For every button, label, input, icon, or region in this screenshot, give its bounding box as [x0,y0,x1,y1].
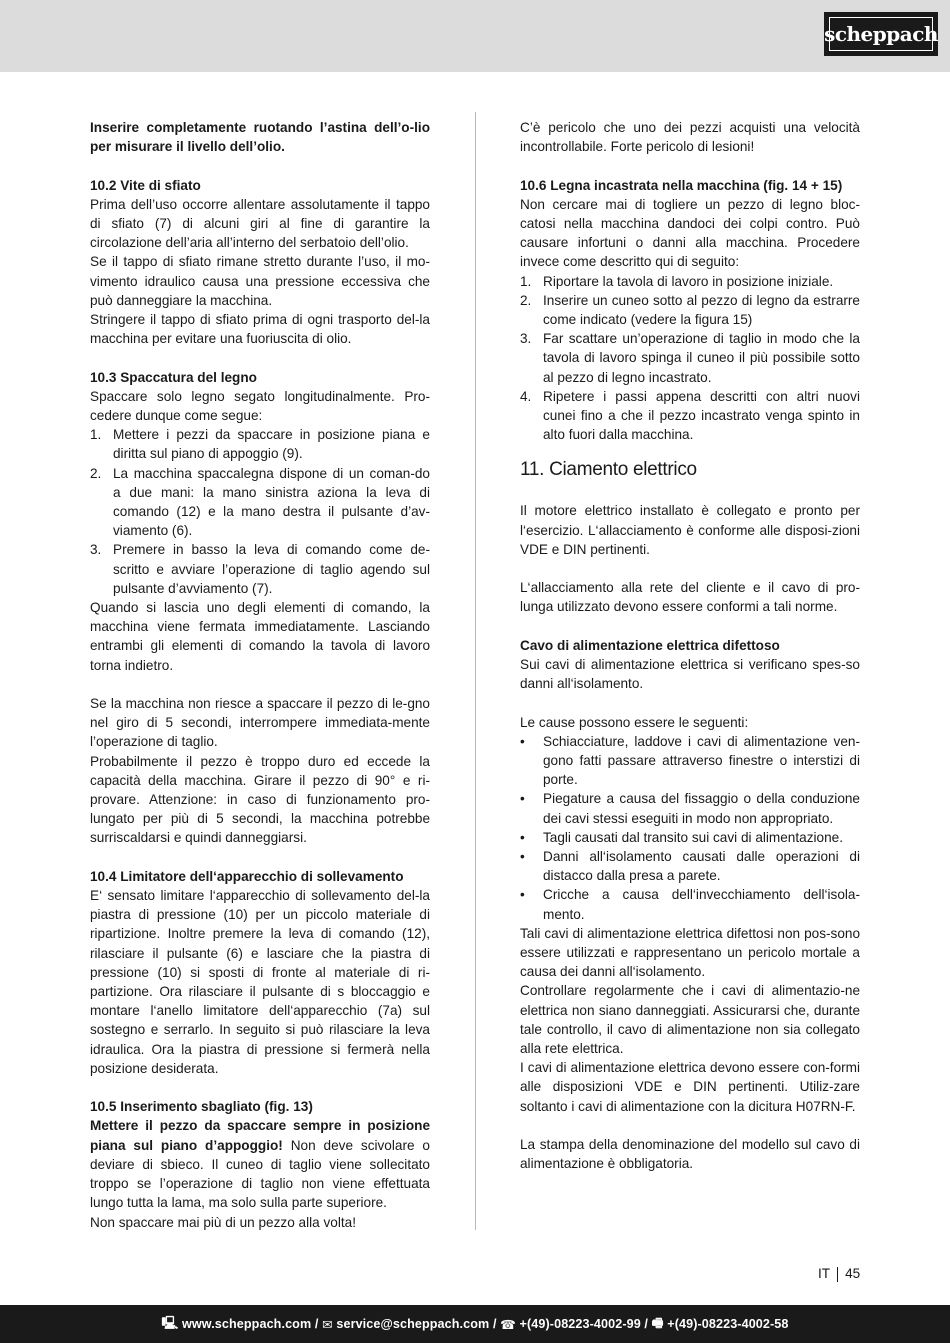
brand-logo-text: scheppach [824,22,938,46]
defective-cable-paragraph: Le cause possono essere le seguenti: [520,714,749,730]
list-item: • Tagli causati dal transito sui cavi di alimentazione. [520,829,843,845]
danger-note: C’è pericolo che uno dei pezzi acquisti una velocità incontrollabile. Forte pericolo di lesioni! [520,120,860,155]
defective-cable-paragraph: Sui cavi di alimentazione elettrica si verificano spes-so danni all‘isolamento. [520,657,860,692]
section-10-3-steps [90,425,430,598]
section-10-3-paragraph: Quando si lascia uno degli elementi di comando, la macchina viene fermata immediatamente. Lasciando entrambi gli elementi di comando la tavola di lavoro torna indietro. [90,600,430,673]
section-10-6-title: 10.6 Legna incastrata nella macchina (fig. 14 + 15) [520,177,843,193]
list-item: • Piegature a causa del fissaggio o della conduzione dei cavi stessi eseguiti in modo non appropriato. [520,791,860,826]
list-item: • Schiacciature, laddove i cavi di alimentazione ven-gono fatti passare attraverso finestre o interstizi di porte. [520,733,860,788]
column-divider [475,112,476,1230]
page-number [818,1266,860,1282]
list-item: 2. Inserire un cuneo sotto al pezzo di legno da estrarre come indicato (vedere la figura 15) [520,292,860,328]
section-10-6-steps [520,272,860,445]
right-column [520,118,860,1173]
footer-phone: +(49)-08223-4002-99 / [519,1317,649,1331]
list-item: 3. Far scattare un’operazione di taglio in modo che la tavola di lavoro spinga il cuneo il più possibile sotto al pezzo di legno incastrato. [520,331,860,385]
footer-website: www.scheppach.com / [181,1317,319,1331]
section-10-5-title: 10.5 Inserimento sbagliato (fig. 13) [90,1099,313,1115]
defective-cable-paragraph: Tali cavi di alimentazione elettrica difettosi non pos-sono essere utilizzati e rappresentano un pericolo mortale a causa dei danni all‘isolamento. [520,925,860,980]
section-10-5-paragraph: Mettere il pezzo da spaccare sempre in posizione piana sul piano d’appoggio! Non deve scivolare o deviare di sbieco. Il cuneo di taglio viene sollecitato troppo se l’operazione di taglio non viene effettuata lungo tutta la lama, ma solo sulla parte superiore. [90,1118,430,1211]
section-10-4-title: 10.4 Limitatore dell‘apparecchio di sollevamento [90,868,404,884]
list-item: 2. La macchina spaccalegna dispone di un coman-do a due mani: la mano sinistra aziona la leva di comando (12) e la mano destra il pulsante d’av-viamento (6). [90,465,430,539]
section-10-3-paragraph: Probabilmente il pezzo è troppo duro ed eccede la capacità della macchina. Girare il pezzo di 90° e ri-provare. Attenzione: in caso di funzionamento pro-lungato per più di 5 secondi, la macchina potrebbe surriscaldarsi e quindi danneggiarsi. [90,753,430,846]
section-10-2-title: 10.2 Vite di sfiato [90,177,201,193]
defective-cable-title: Cavo di alimentazione elettrica difettoso [520,637,780,653]
left-column [90,118,430,1232]
defective-cable-paragraph: I cavi di alimentazione elettrica devono essere con-formi alle disposizioni VDE e DIN pertinenti. Utiliz-zare soltanto i cavi di alimentazione con la dicitura H07RN-F. [520,1060,860,1114]
page-number-value: 45 [845,1266,861,1281]
brand-logo [824,12,938,56]
footer-email: service@scheppach.com / [336,1317,497,1331]
section-10-6-intro: Non cercare mai di togliere un pezzo di legno bloc-catosi nella macchina dandoci dei colpi contro. Può causare infortuni o danni alla macchina. Procedere invece come descritto qui di seguito: [520,196,860,270]
page-language: IT [818,1266,831,1281]
envelope-icon: ✉︎ [322,1317,337,1332]
oil-dipstick-note: Inserire completamente ruotando l’astina dell’o-lio per misurare il livello dell’olio. [90,120,430,155]
section-11-heading: 11. Ciamento elettrico [520,459,697,481]
defective-cable-causes [520,732,860,924]
footer-fax: +(49)-08223-4002-58 [667,1317,789,1331]
list-item: • Danni all‘isolamento causati dalle operazioni di distacco dalla presa a parete. [520,849,860,884]
section-10-3-intro: Spaccare solo legno segato longitudinalmente. Pro-cedere dunque come segue: [90,388,430,424]
section-10-4-paragraph: E‘ sensato limitare l‘apparecchio di sollevamento del-la piastra di pressione (10) per un piccolo materiale di ripartizione. Inoltre premere la leva di comando (12), rilasciare il pulsante (6) e lasciare che la piastra di pressione (10) si sposti di fronte al materiale di ri-partizione. Ora rilasciare il pulsante di s bloccaggio e montare l‘anello limitatore dell‘apparecchio (7a) sul sostegno e serrarlo. In seguito si può rilasciare la leva idraulica. Ora la piastra di pressione si fermerà nella posizione desiderata. [90,888,430,1076]
list-item: 3. Premere in basso la leva di comando come de-scritto e avviare l’operazione di taglio agendo sul pulsante d’avviamento (7). [90,542,430,596]
fax-icon: 🖷︎ [651,1315,668,1330]
telephone-icon: ☎︎ [500,1317,520,1332]
section-10-2-paragraph: Se il tappo di sfiato rimane stretto durante l’uso, il mo-vimento idraulico causa una pressione eccessiva che può danneggiare la macchina. [90,254,430,308]
section-10-3-paragraph: Se la macchina non riesce a spaccare il pezzo di le-gno nel giro di 5 secondi, interrompere immediata-mente l’operazione di taglio. [90,696,430,750]
list-item: 4. Ripetere i passi appena descritti con altri nuovi cunei fino a che il pezzo incastrato venga spinto in alto fuori dalla macchina. [520,388,860,443]
header-band [0,0,950,72]
defective-cable-paragraph: La stampa della denominazione del modello sul cavo di alimentazione è obbligatoria. [520,1137,860,1172]
section-11-paragraph: L‘allacciamento alla rete del cliente e il cavo di pro-lunga utilizzato devono essere conformi a tali norme. [520,580,860,615]
list-item: 1. Riportare la tavola di lavoro in posizione iniziale. [520,273,834,289]
page-number-separator [837,1267,838,1282]
defective-cable-paragraph: Controllare regolarmente che i cavi di alimentazio-ne elettrica non siano danneggiati. Assicurarsi che, durante tale controllo, il cavo di alimentazione non sia collegato alla rete elettrica. [520,983,860,1057]
section-10-5-paragraph: Non spaccare mai più di un pezzo alla volta! [90,1214,356,1230]
section-10-3-title: 10.3 Spaccatura del legno [90,369,257,385]
computer-icon: 🖳︎ [161,1315,182,1330]
section-11-paragraph: Il motore elettrico installato è collegato e pronto per l‘esercizio. L‘allacciamento è conforme alle disposi-zioni VDE e DIN pertinenti. [520,503,860,557]
section-10-2-paragraph: Stringere il tappo di sfiato prima di ogni trasporto del-la macchina per evitare una fuoriuscita di olio. [90,312,430,347]
section-10-2-paragraph: Prima dell’uso occorre allentare assolutamente il tappo di sfiato (7) di alcuni giri al fine di garantire la circolazione dell’aria all’interno del serbatoio dell’olio. [90,196,430,251]
footer-contact-bar [0,1305,950,1343]
list-item: 1. Mettere i pezzi da spaccare in posizione piana e diritta sul piano di appoggio (9). [90,427,430,462]
list-item: • Cricche a causa dell‘invecchiamento dell‘isola-mento. [520,887,860,922]
